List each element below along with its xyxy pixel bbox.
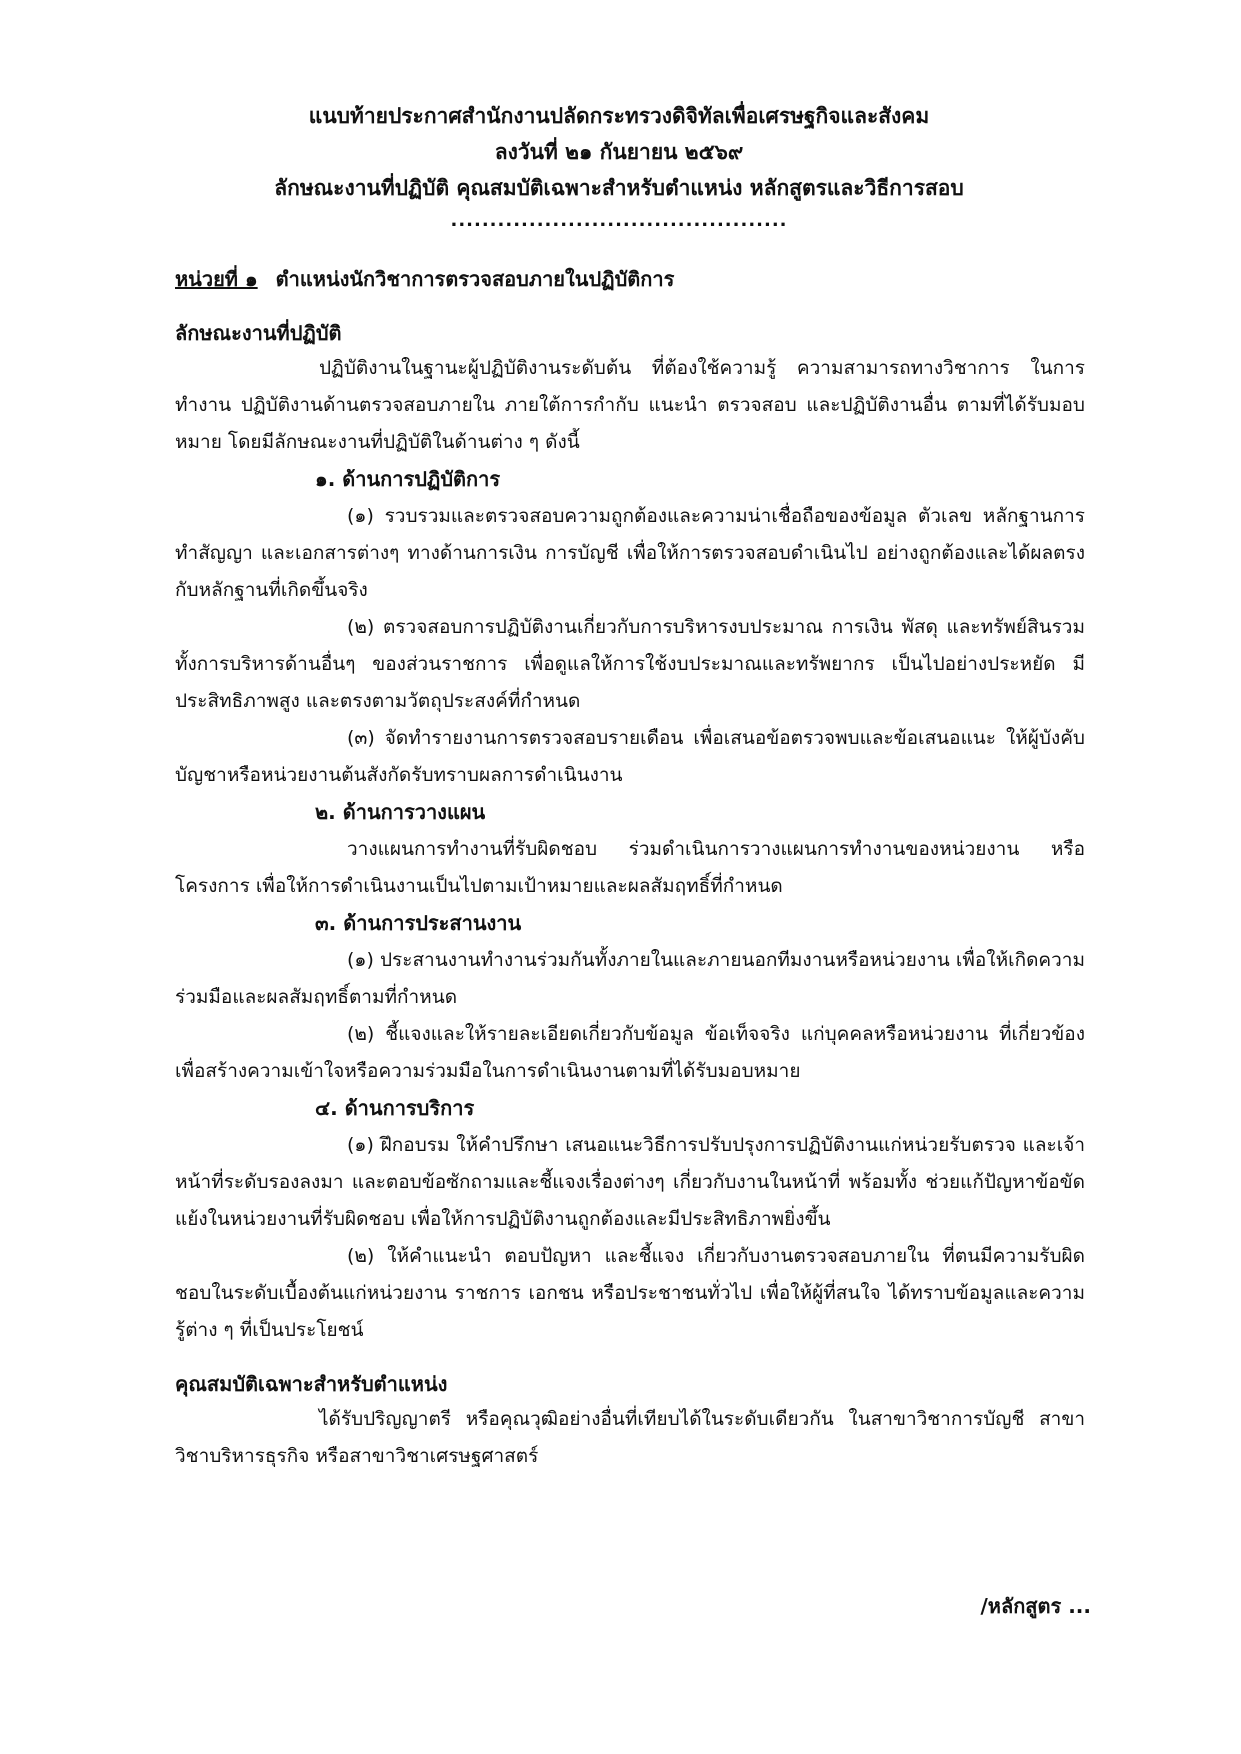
header-dotted-separator: ...........................................	[450, 210, 788, 231]
document-body	[175, 262, 1085, 1475]
area-heading-service: ๔. ด้านการบริการ	[315, 1096, 475, 1120]
area-heading-operations: ๑. ด้านการปฏิบัติการ	[315, 467, 501, 491]
qualifications-text: ได้รับปริญญาตรี หรือคุณวุฒิอย่างอื่นที่เทียบได้ในระดับเดียวกัน ในสาขาวิชาการบัญชี สาขาวิชาบริหารธุรกิจ หรือสาขาวิชาเศรษฐศาสตร์	[175, 1408, 1085, 1467]
area-heading-planning: ๒. ด้านการวางแผน	[315, 800, 486, 824]
area-heading-coordination: ๓. ด้านการประสานงาน	[315, 911, 522, 935]
area-operations-item-2: (๒) ตรวจสอบการปฏิบัติงานเกี่ยวกับการบริหารงบประมาณ การเงิน พัสดุ และทรัพย์สินรวมทั้งการบริหารด้านอื่นๆ ของส่วนราชการ เพื่อดูแลให้การใช้งบประมาณและทรัพยากร เป็นไปอย่างประหยัด มีประสิทธิภาพสูง และตรงตามวัตถุประสงค์ที่กำหนด	[175, 616, 1085, 712]
area-coordination-item-2: (๒) ชี้แจงและให้รายละเอียดเกี่ยวกับข้อมูล ข้อเท็จจริง แก่บุคคลหรือหน่วยงาน ที่เกี่ยวข้อง เพื่อสร้างความเข้าใจหรือความร่วมมือในการดำเนินงานตามที่ได้รับมอบหมาย	[175, 1023, 1085, 1082]
unit-number: หน่วยที่ ๑	[175, 267, 258, 291]
area-operations-item-1: (๑) รวบรวมและตรวจสอบความถูกต้องและความน่าเชื่อถือของข้อมูล ตัวเลข หลักฐานการทำสัญญา และเอกสารต่างๆ ทางด้านการเงิน การบัญชี เพื่อให้การตรวจสอบดำเนินไป อย่างถูกต้องและได้ผลตรงกับหลักฐานที่เกิดขึ้นจริง	[175, 505, 1085, 601]
area-coordination-item-1: (๑) ประสานงานทำงานร่วมกันทั้งภายในและภายนอกทีมงานหรือหน่วยงาน เพื่อให้เกิดความร่วมมือและผลสัมฤทธิ์ตามที่กำหนด	[175, 949, 1085, 1008]
header-line-subject: ลักษณะงานที่ปฏิบัติ คุณสมบัติเฉพาะสำหรับตำแหน่ง หลักสูตรและวิธีการสอบ	[274, 176, 964, 200]
area-planning-item-1: วางแผนการทำงานที่รับผิดชอบ ร่วมดำเนินการวางแผนการทำงานของหน่วยงาน หรือโครงการ เพื่อให้การดำเนินงานเป็นไปตามเป้าหมายและผลสัมฤทธิ์ที่กำหนด	[175, 838, 1085, 897]
area-service-item-1: (๑) ฝึกอบรม ให้คำปรึกษา เสนอแนะวิธีการปรับปรุงการปฏิบัติงานแก่หน่วยรับตรวจ และเจ้าหน้าที่ระดับรองลงมา และตอบข้อซักถามและชี้แจงเรื่องต่างๆ เกี่ยวกับงานในหน้าที่ พร้อมทั้ง ช่วยแก้ปัญหาข้อขัดแย้งในหน่วยงานที่รับผิดชอบ เพื่อให้การปฏิบัติงานถูกต้องและมีประสิทธิภาพยิ่งขึ้น	[175, 1134, 1085, 1230]
continuation-note: /หลักสูตร ...	[980, 1594, 1091, 1618]
unit-position-title: ตำแหน่งนักวิชาการตรวจสอบภายในปฏิบัติการ	[275, 267, 675, 291]
job-description-intro: ปฏิบัติงานในฐานะผู้ปฏิบัติงานระดับต้น ที่ต้องใช้ความรู้ ความสามารถทางวิชาการ ในการทำงาน ปฏิบัติงานด้านตรวจสอบภายใน ภายใต้การกำกับ แนะนำ ตรวจสอบ และปฏิบัติงานอื่น ตามที่ได้รับมอบหมาย โดยมีลักษณะงานที่ปฏิบัติในด้านต่าง ๆ ดังนี้	[175, 357, 1085, 453]
qualifications-heading: คุณสมบัติเฉพาะสำหรับตำแหน่ง	[175, 1372, 448, 1396]
header-line-date: ลงวันที่ ๒๑ กันยายน ๒๕๖๙	[494, 140, 744, 164]
job-description-heading: ลักษณะงานที่ปฏิบัติ	[175, 321, 342, 345]
area-operations-item-3: (๓) จัดทำรายงานการตรวจสอบรายเดือน เพื่อเสนอข้อตรวจพบและข้อเสนอแนะ ให้ผู้บังคับบัญชาหรือหน่วยงานต้นสังกัดรับทราบผลการดำเนินงาน	[175, 727, 1085, 786]
unit-heading	[175, 262, 1085, 296]
header-line-annex: แนบท้ายประกาศสำนักงานปลัดกระทรวงดิจิทัลเพื่อเศรษฐกิจและสังคม	[308, 104, 930, 128]
section-spacer	[175, 1349, 1085, 1363]
area-service-item-2: (๒) ให้คำแนะนำ ตอบปัญหา และชี้แจง เกี่ยวกับงานตรวจสอบภายใน ที่ตนมีความรับผิดชอบในระดับเบื้องต้นแก่หน่วยงาน ราชการ เอกชน หรือประชาชนทั่วไป เพื่อให้ผู้ที่สนใจ ได้ทราบข้อมูลและความรู้ต่าง ๆ ที่เป็นประโยชน์	[175, 1245, 1085, 1341]
document-header	[160, 98, 1078, 236]
